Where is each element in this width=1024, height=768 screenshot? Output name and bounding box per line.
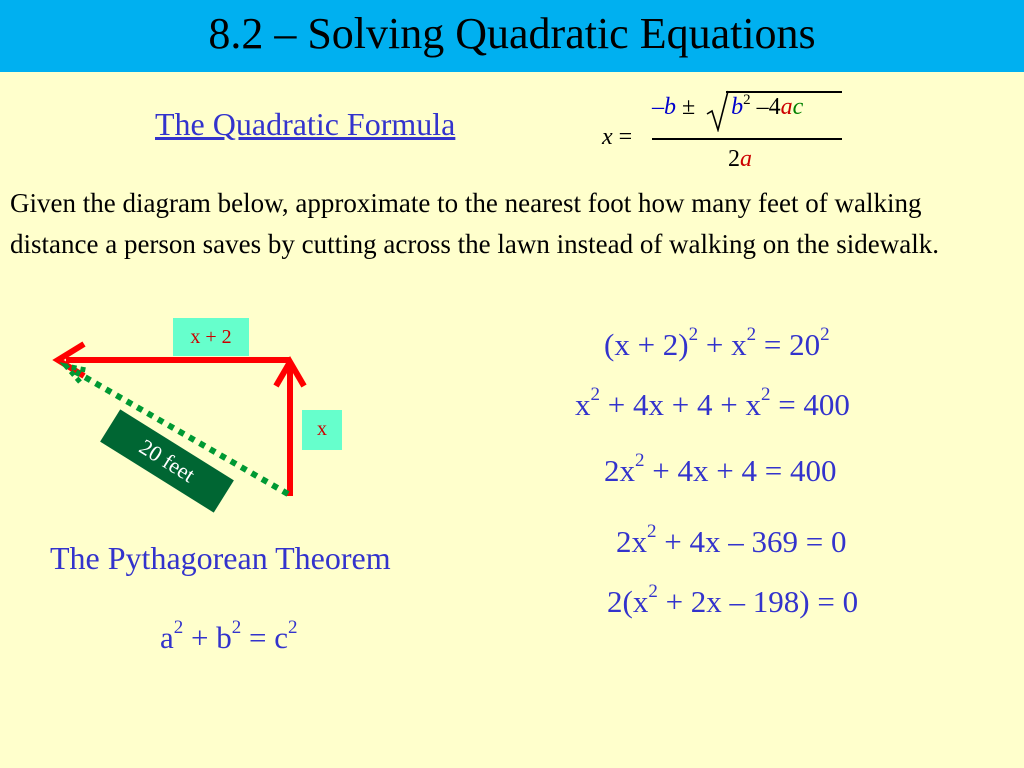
slide-title: 8.2 – Solving Quadratic Equations: [208, 9, 816, 58]
sidewalk-diagram: [0, 300, 560, 540]
problem-statement: Given the diagram below, approximate to the nearest foot how many feet of walking distance a person saves by cutting across the lawn instead of walking on the sidewalk.: [10, 188, 940, 259]
formula-plus-minus: ±: [682, 94, 696, 120]
equation-2: $x^2 + 4x + 4 + x^2 = 400$: [575, 383, 850, 422]
quadratic-formula: [600, 86, 860, 186]
equation-4: $2x^2 + 4x - 369 = 0$: [616, 520, 847, 559]
formula-b: b: [731, 94, 744, 120]
formula-equals: =: [618, 124, 633, 150]
equation-5: $2(x^2 + 2x - 198) = 0$: [607, 580, 859, 619]
pythagorean-theorem-heading: The Pythagorean Theorem: [50, 540, 391, 576]
formula-c: c: [792, 94, 804, 120]
formula-den-a: a: [740, 146, 752, 172]
square-root-icon: [706, 90, 730, 132]
formula-minus-four: –4: [756, 94, 781, 120]
formula-denominator: [728, 146, 752, 173]
formula-two: 2: [728, 146, 740, 172]
fraction-bar: [652, 138, 842, 140]
formula-b-exponent: 2: [743, 92, 751, 108]
quadratic-formula-heading: The Quadratic Formula: [155, 106, 456, 142]
hypotenuse-label: 20 feet: [100, 409, 234, 512]
radical-vinculum: [726, 91, 842, 93]
top-side-label: x + 2: [173, 318, 249, 356]
formula-neg-b: –b: [652, 94, 676, 120]
formula-a: a: [780, 94, 793, 120]
formula-lhs: [602, 124, 632, 151]
right-side-label: x: [302, 410, 342, 450]
formula-x: x: [602, 124, 613, 150]
equation-1: $(x + 2)^2 + x^2 = 20^2$: [604, 323, 830, 362]
pythagorean-equation: $a^2 + b^2 = c^2$: [160, 616, 298, 655]
equation-3: $2x^2 + 4x + 4 = 400$: [604, 449, 837, 488]
